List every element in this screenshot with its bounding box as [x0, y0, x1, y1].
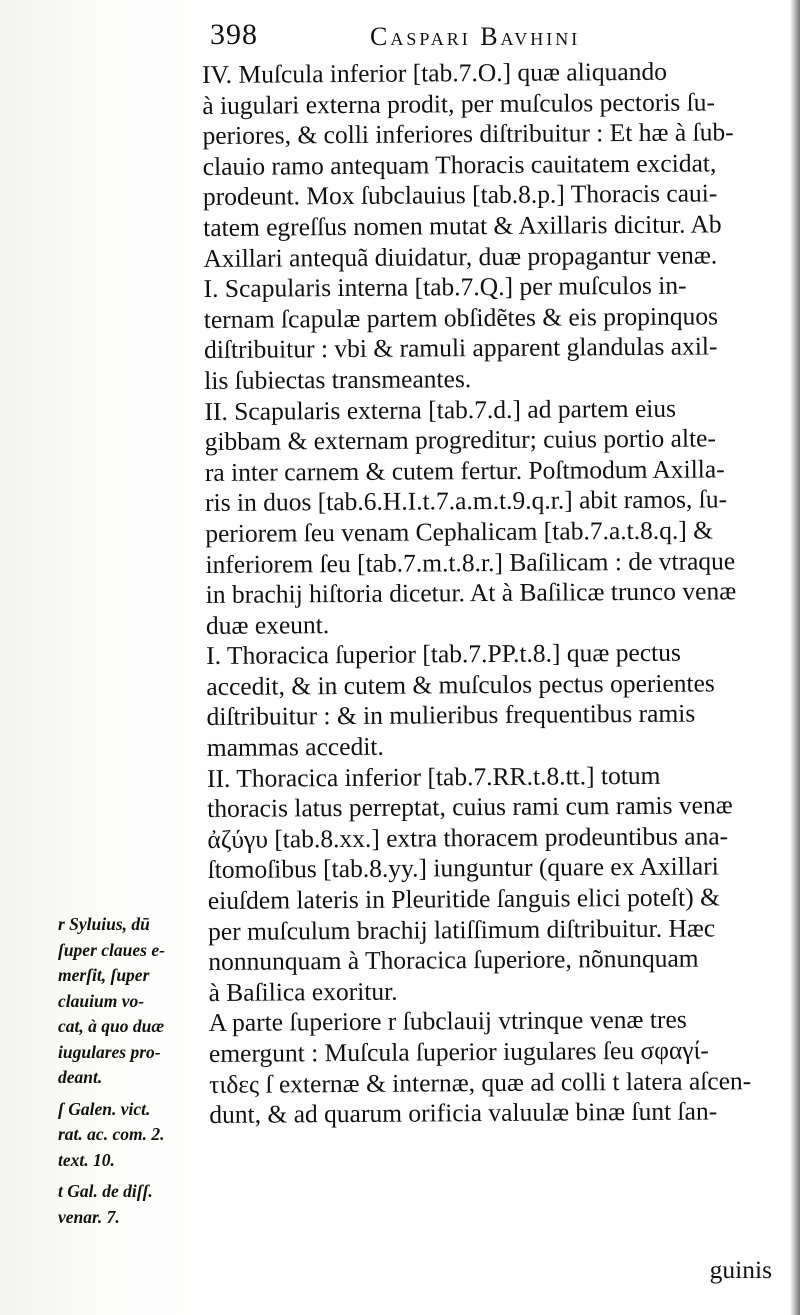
text-line: inferiorem ſeu [tab.7.m.t.8.r.] Baſilicam : de vtraque [205, 545, 736, 579]
text-line: à Baſilica exoritur. [208, 976, 398, 1007]
text-line: duæ exeunt. [205, 609, 330, 640]
margin-note-sylvius [58, 912, 198, 1091]
page-edge-shadow [790, 0, 800, 1315]
text-line: II. Scapularis externa [tab.7.d.] ad partem eius [204, 393, 677, 426]
margin-note-line: venar. 7. [58, 1206, 120, 1227]
text-line: accedit, & in cutem & muſculos pectus operientes [206, 668, 715, 701]
catchword: guinis [709, 1255, 772, 1284]
text-line: periorem ſeu venam Cephalicam [tab.7.a.t.8.q.] & [205, 515, 714, 548]
margin-note-line: ſ Galen. vict. [58, 1098, 151, 1119]
text-line: IV. Muſcula inferior [tab.7.O.] quæ aliquando [202, 56, 668, 89]
page-header [210, 18, 785, 58]
text-line: diſtribuitur : vbi & ramuli apparent glandulas axil- [203, 331, 718, 365]
margin-note-galen-vict [58, 1097, 198, 1174]
main-text-block [202, 56, 799, 1131]
text-line: ra inter carnem & cutem fertur. Poſtmodum Axilla- [204, 454, 725, 487]
running-head: Caspari Bavhini [370, 22, 581, 51]
margin-note-line: text. 10. [58, 1149, 115, 1170]
text-line: ris in duos [tab.6.H.I.t.7.a.m.t.9.q.r.] abit ramos, ſu- [204, 484, 728, 518]
page-number: 398 [210, 18, 258, 51]
text-line: I. Scapularis interna [tab.7.Q.] per muſculos in- [203, 270, 687, 304]
margin-note-line: iugulares pro- [58, 1041, 161, 1062]
margin-notes [58, 912, 198, 1236]
text-line: emergunt : Muſcula ſuperior iugulares ſeu σφαγί- [208, 1035, 709, 1068]
text-line: à iugulari externa prodit, per muſculos pectoris ſu- [202, 87, 716, 120]
text-line: ternam ſcapulæ partem obſidẽtes & eis propinquos [203, 301, 719, 334]
text-line: lis ſubiectas transmeantes. [204, 364, 472, 395]
text-line: ſtomoſibus [tab.8.yy.] iunguntur (quare ex Axillari [207, 851, 719, 885]
margin-note-line: rat. ac. com. 2. [58, 1124, 165, 1144]
text-line: periores, & colli inferiores diſtribuitur : Et hæ à ſub- [202, 117, 734, 151]
text-line: mammas accedit. [206, 731, 384, 763]
text-line: nonnunquam à Thoracica ſuperiore, nõnunquam [208, 943, 699, 977]
text-line: A parte ſuperiore r ſubclauij vtrinque venæ tres [208, 1005, 687, 1038]
margin-note-line: cat, à quo duæ [58, 1016, 164, 1036]
text-line: Axillari antequã diuidatur, duæ propagantur venæ. [203, 239, 718, 273]
text-line: tatem egreſſus nomen mutat & Axillaris dicitur. Ab [203, 209, 722, 242]
margin-note-line: ſuper claues e- [58, 939, 165, 960]
text-line: gibbam & externam progreditur; cuius portio alte- [204, 423, 717, 457]
margin-note-line: r Syluius, dū [58, 914, 150, 934]
text-line: prodeunt. Mox ſubclauius [tab.8.p.] Thoracis caui- [202, 178, 718, 212]
text-line: clauio ramo antequam Thoracis cauitatem excidat, [202, 148, 717, 181]
text-line: per muſculum brachij latiſſimum diſtribuitur. Hæc [207, 913, 716, 946]
margin-note-line: clauium vo- [58, 990, 145, 1011]
margin-note-galen-diss [58, 1179, 198, 1230]
text-line: ἀζύγυ [tab.8.xx.] extra thoracem prodeuntibus ana- [207, 821, 729, 854]
text-line: τιδες ſ externæ & internæ, quæ ad colli t latera aſcen- [209, 1065, 752, 1099]
text-line: eiuſdem lateris in Pleuritide ſanguis elici poteſt) & [207, 882, 720, 916]
text-line: in brachij hiſtoria dicetur. At à Baſilicæ trunco venæ [205, 576, 737, 610]
margin-note-line: merſit, ſuper [58, 965, 150, 985]
margin-note-line: t Gal. de diſſ. [58, 1181, 153, 1201]
text-line: thoracis latus perreptat, cuius rami cum ramis venæ [207, 790, 733, 824]
margin-note-line: deant. [58, 1067, 103, 1087]
text-line: II. Thoracica inferior [tab.7.RR.t.8.tt.] totum [206, 760, 661, 793]
text-line: dunt, & ad quarum orificia valuulæ binæ ſunt ſan- [209, 1096, 718, 1130]
text-line: diſtribuitur : & in mulieribus frequentibus ramis [206, 699, 696, 732]
text-line: I. Thoracica ſuperior [tab.7.PP.t.8.] quæ pectus [206, 637, 681, 671]
